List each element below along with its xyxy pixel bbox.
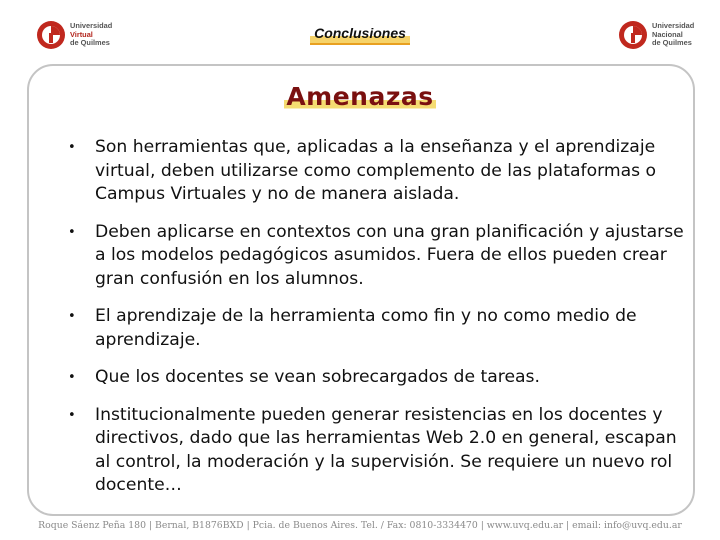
- bullet-text: Son herramientas que, aplicadas a la enseñanza y el aprendizaje virtual, deben utilizarse como complemento de las plataformas o Campus Virtuales y no de manera aislada.: [95, 137, 657, 204]
- bullet-item: [66, 221, 686, 292]
- section-title: Conclusiones: [0, 25, 720, 41]
- unq-logo-icon: [618, 20, 648, 50]
- bullet-list: [66, 136, 686, 512]
- bullet-item: [66, 404, 686, 498]
- footer-contact: Roque Sáenz Peña 180 | Bernal, B1876BXD | Pcia. de Buenos Aires. Tel. / Fax: 0810-3334470 | www.uvq.edu.ar | email: info@uvq.edu.ar: [38, 520, 682, 531]
- bullet-icon: •: [68, 140, 76, 155]
- uvq-logo-text: Universidad Virtual de Quilmes: [70, 21, 113, 48]
- slide-title: Amenazas: [286, 82, 434, 111]
- bullet-icon: •: [68, 370, 76, 385]
- unq-logo: [618, 18, 694, 52]
- bullet-text: El aprendizaje de la herramienta como fin y no como medio de aprendizaje.: [95, 306, 637, 350]
- bullet-text: Deben aplicarse en contextos con una gran planificación y ajustarse a los modelos pedagógicos asumidos. Fuera de ellos pueden crear gran confusión en los alumnos.: [95, 221, 684, 289]
- bullet-icon: •: [68, 309, 76, 324]
- bullet-text: Que los docentes se vean sobrecargados de tareas.: [95, 367, 540, 387]
- bullet-text: Institucionalmente pueden generar resistencias en los docentes y directivos, dado que las herramientas Web 2.0 en general, escapan al control, la moderación y la supervisión. Se requiere un nuevo rol docente…: [95, 404, 677, 495]
- bullet-item: [66, 136, 686, 207]
- bullet-item: [66, 366, 686, 390]
- bullet-icon: •: [68, 407, 76, 423]
- bullet-icon: •: [68, 224, 76, 240]
- unq-logo-text: Universidad Nacional de Quilmes: [652, 21, 695, 48]
- bullet-item: [66, 305, 686, 352]
